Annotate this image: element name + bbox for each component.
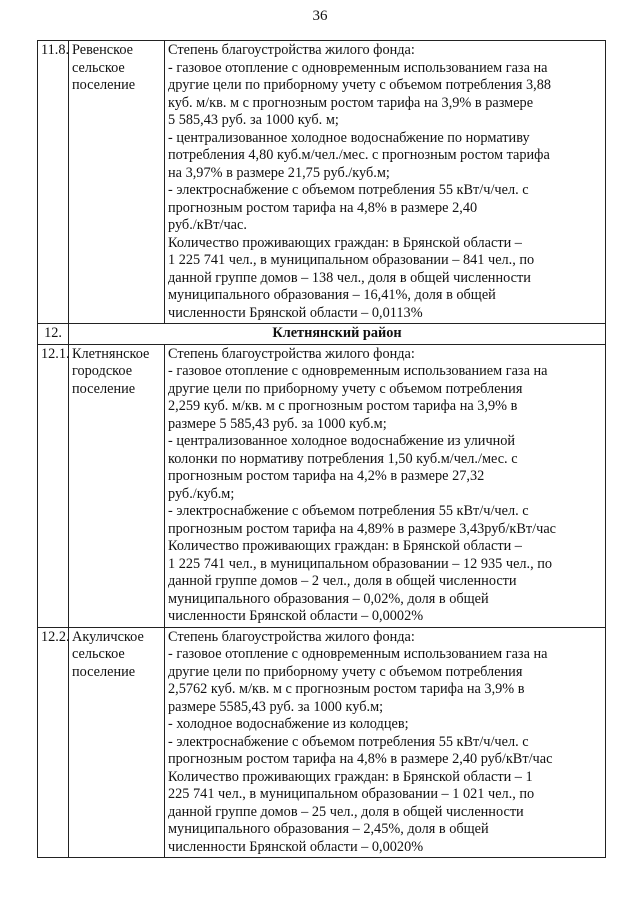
page-number: 36 <box>312 8 328 24</box>
description-line: - газовое отопление с одновременным использованием газа на <box>168 59 548 76</box>
description-line: Количество проживающих граждан: в Брянской области – 1 <box>168 768 533 785</box>
description-line: размере 5585,43 руб. за 1000 куб.м; <box>168 698 384 715</box>
table-body <box>38 41 606 858</box>
description-line: 5 585,43 руб. за 1000 куб. м; <box>168 112 339 128</box>
table-row-12-1 <box>38 344 606 627</box>
description-line: прогнозным ростом тарифа на 4,89% в размере 3,43руб/кВт/час <box>168 520 557 537</box>
description-line: прогнозным ростом тарифа на 4,2% в размере 27,32 <box>168 468 485 484</box>
description-line: Количество проживающих граждан: в Брянской области – <box>168 234 522 251</box>
description-line: руб./куб.м; <box>168 485 235 502</box>
description-line: - электроснабжение с объемом потребления 55 кВт/ч/чел. с <box>168 733 529 750</box>
description-line: - газовое отопление с одновременным использованием газа на <box>168 646 548 662</box>
settlement-name-line: сельское <box>72 59 125 76</box>
description-line: Степень благоустройства жилого фонда: <box>168 42 415 58</box>
description-line: на 3,97% в размере 21,75 руб./куб.м; <box>168 164 390 181</box>
table-row-12-2 <box>38 627 606 858</box>
description-line: 2,5762 куб. м/кв. м с прогнозным ростом тарифа на 3,9% в <box>168 681 525 697</box>
row-number: 12.1. <box>38 344 69 627</box>
row-number: 11.8. <box>38 41 69 324</box>
settlement-name-line: Акуличское <box>72 628 144 645</box>
district-number: 12. <box>38 324 69 345</box>
description-line: - электроснабжение с объемом потребления 55 кВт/ч/чел. с <box>168 503 529 519</box>
description-line: прогнозным ростом тарифа на 4,8% в размере 2,40 руб/кВт/час <box>168 751 553 767</box>
row-number: 12.2. <box>38 627 69 858</box>
settlement-name-line: поселение <box>72 77 136 93</box>
description-line: прогнозным ростом тарифа на 4,8% в размере 2,40 <box>168 199 478 216</box>
settlements-table <box>37 40 606 858</box>
description-line: размере 5 585,43 руб. за 1000 куб.м; <box>168 415 387 432</box>
settlement-description <box>165 344 606 627</box>
settlement-name-line: Клетнянское <box>72 345 150 362</box>
description-line: численности Брянской области – 0,0002% <box>168 608 424 624</box>
description-line: данной группе домов – 138 чел., доля в общей численности <box>168 269 531 286</box>
settlement-name-line: поселение <box>72 380 136 397</box>
settlement-name-line: Ревенское <box>72 42 134 58</box>
settlement-name-line: сельское <box>72 646 125 662</box>
description-line: 1 225 741 чел., в муниципальном образовании – 12 935 чел., по <box>168 555 553 572</box>
description-line: - централизованное холодное водоснабжение из уличной <box>168 433 516 449</box>
district-title: Клетнянский район <box>69 324 606 345</box>
table-row-11-8 <box>38 41 606 324</box>
description-line: другие цели по приборному учету с объемом потребления <box>168 663 523 680</box>
description-line: Количество проживающих граждан: в Брянской области – <box>168 538 522 554</box>
description-line: данной группе домов – 2 чел., доля в общей численности <box>168 573 517 589</box>
description-line: Степень благоустройства жилого фонда: <box>168 345 415 362</box>
settlement-description <box>165 41 606 324</box>
table-row-district-12 <box>38 324 606 345</box>
description-line: - централизованное холодное водоснабжение по нормативу <box>168 129 530 146</box>
settlement-name <box>69 627 165 858</box>
description-line: муниципального образования – 16,41%, доля в общей <box>168 287 496 303</box>
description-line: 2,259 куб. м/кв. м с прогнозным ростом тарифа на 3,9% в <box>168 398 518 414</box>
description-line: 1 225 741 чел., в муниципальном образовании – 841 чел., по <box>168 252 535 268</box>
settlement-name <box>69 344 165 627</box>
description-line: данной группе домов – 25 чел., доля в общей численности <box>168 803 524 820</box>
description-line: другие цели по приборному учету с объемом потребления 3,88 <box>168 77 551 93</box>
description-line: муниципального образования – 2,45%, доля в общей <box>168 821 489 837</box>
settlement-description <box>165 627 606 858</box>
description-line: численности Брянской области – 0,0020% <box>168 838 424 855</box>
description-line: руб./кВт/час. <box>168 217 247 233</box>
settlement-name <box>69 41 165 324</box>
description-line: муниципального образования – 0,02%, доля в общей <box>168 590 489 607</box>
description-line: потребления 4,80 куб.м/чел./мес. с прогнозным ростом тарифа <box>168 147 550 163</box>
description-line: колонки по нормативу потребления 1,50 куб.м/чел./мес. с <box>168 450 518 467</box>
description-line: куб. м/кв. м с прогнозным ростом тарифа на 3,9% в размере <box>168 94 534 111</box>
description-line: численности Брянской области – 0,0113% <box>168 304 423 321</box>
settlement-name-line: поселение <box>72 663 136 680</box>
description-line: - электроснабжение с объемом потребления 55 кВт/ч/чел. с <box>168 182 529 198</box>
description-line: другие цели по приборному учету с объемом потребления <box>168 380 523 397</box>
description-line: - холодное водоснабжение из колодцев; <box>168 716 409 732</box>
description-line: - газовое отопление с одновременным использованием газа на <box>168 363 548 379</box>
description-line: Степень благоустройства жилого фонда: <box>168 628 415 645</box>
description-line: 225 741 чел., в муниципальном образовании – 1 021 чел., по <box>168 786 535 802</box>
settlement-name-line: городское <box>72 363 133 379</box>
